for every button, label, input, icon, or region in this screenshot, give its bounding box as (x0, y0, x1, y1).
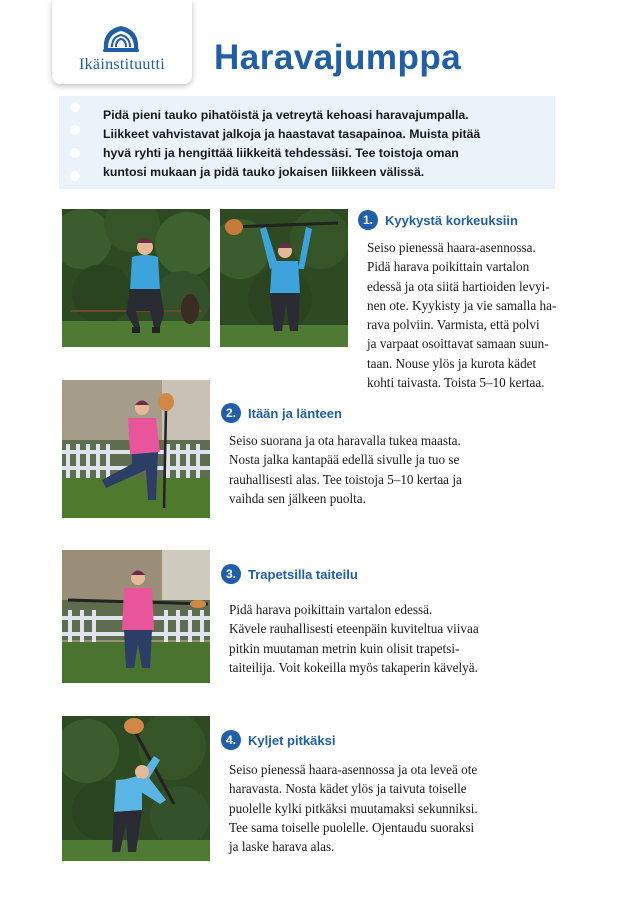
exercise-4-text: Seiso pienessä haara-asennossa ja ota leveä ote haravasta. Nosta kädet ylös ja taivuta toiselle puolelle kylki pitkäksi muutamaksi sekunniksi. Tee sama toiselle puolelle. Ojentaudu suoraksi ja laske harava alas. (229, 762, 478, 855)
exercise-1-heading (358, 210, 518, 230)
exercise-4-title: Kyljet pitkäksi (248, 732, 336, 748)
logo (52, 0, 192, 84)
exercise-2-heading (221, 403, 342, 423)
page-title: Haravajumppa (214, 38, 462, 77)
intro-line: Liikkeet vahvistavat jalkoja ja haastavat tasapainoa. Muista pitää (103, 127, 481, 141)
photo-exercise-1-squat (62, 209, 210, 347)
exercise-4-heading (221, 730, 335, 750)
photo-exercise-1-reach (220, 209, 348, 347)
photo-exercise-3 (62, 550, 210, 683)
exercise-3-heading (221, 564, 358, 584)
exercise-4-number: 4. (221, 730, 241, 750)
intro-line: kuntosi mukaan ja pidä tauko jokaisen liikkeen välissä. (103, 165, 425, 179)
intro-box (59, 96, 555, 189)
intro-line: Pidä pieni tauko pihatöistä ja vetreytä kehoasi haravajumpalla. (103, 108, 469, 122)
exercise-3-title: Trapetsilla taiteilu (248, 566, 358, 582)
logo-text: Ikäinstituutti (79, 56, 165, 73)
photo-exercise-4 (62, 716, 210, 861)
exercise-2-title: Itään ja länteen (248, 405, 342, 421)
exercise-1-text: Seiso pienessä haara-asennossa. Pidä harava poikittain vartalon edessä ja ota siitä hartioiden levyi- nen ote. Kyykisty ja vie samalla ha- rava polviin. Varmista, että polvi ja varpaat osoittavat samaan suun- taan. Nouse ylös ja kurota kädet kohti taivasta. Toista 5–10 kertaa. (367, 240, 557, 391)
intro-text (103, 106, 543, 182)
exercise-2-number: 2. (221, 403, 241, 423)
exercise-3-text: Pidä harava poikittain vartalon edessä. Kävele rauhallisesti eteenpäin kuviteltua viivaa pitkin muutaman metrin kuin olisit trapetsi- taiteilija. Voit kokeilla myös takaperin kävelyä. (229, 602, 479, 675)
intro-line: hyvä ryhti ja hengittää liikkeitä tehdessäsi. Tee toistoja oman (103, 146, 459, 160)
intro-bullets (70, 102, 80, 194)
exercise-3-number: 3. (221, 564, 241, 584)
exercise-1-title: Kyykystä korkeuksiin (385, 212, 518, 228)
exercise-2-text: Seiso suorana ja ota haravalla tukea maasta. Nosta jalka kantapää edellä sivulle ja tuo se rauhallisesti alas. Tee toistoja 5–10 kertaa ja vaihda sen jälkeen puolta. (229, 433, 462, 506)
photo-exercise-2 (62, 380, 210, 518)
logo-shell-icon (100, 20, 142, 54)
exercise-1-number: 1. (358, 210, 378, 230)
